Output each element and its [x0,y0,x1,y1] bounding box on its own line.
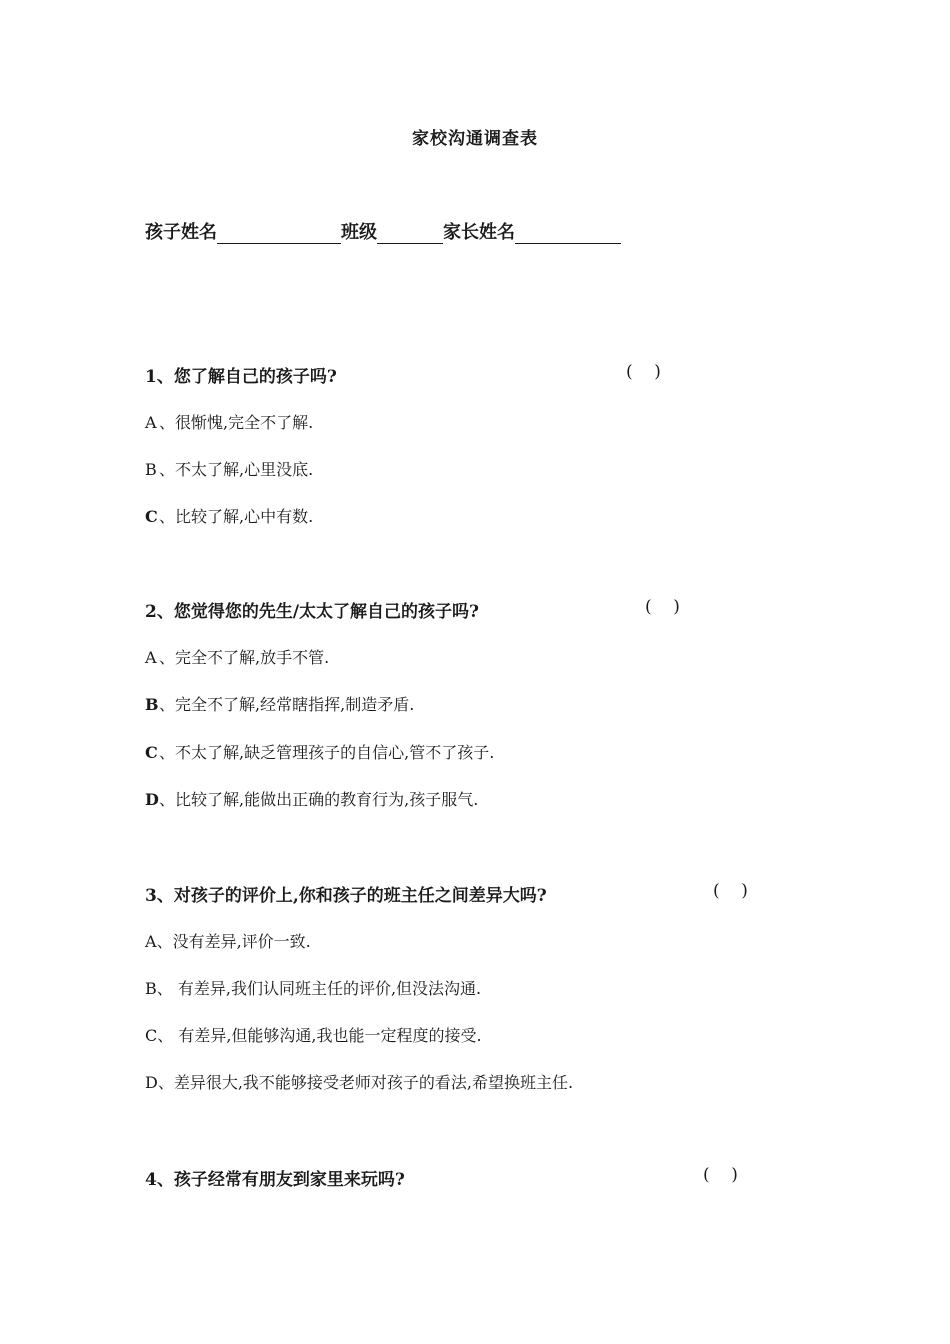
option-1a: A 、很惭愧,完全不了解. [145,413,314,432]
child-name-blank[interactable] [217,221,341,244]
option-3a: A、没有差异,评价一致. [145,932,311,951]
child-name-label: 孩子姓名 [145,222,217,243]
answer-paren-2[interactable]: ( ) [645,597,680,617]
option-1b: B 、不太了解,心里没底. [145,460,314,479]
answer-paren-1[interactable]: ( ) [626,362,661,382]
option-3c: C、 有差异,但能够沟通,我也能一定程度的接受. [145,1026,482,1045]
option-1c: C、比较了解,心中有数. [145,507,314,526]
class-label: 班级 [341,222,377,243]
document-title: 家校沟通调查表 [412,129,538,149]
option-2c: C、不太了解,缺乏管理孩子的自信心,管不了孩子. [145,743,495,762]
option-3d: D、差异很大,我不能够接受老师对孩子的看法,希望换班主任. [145,1073,574,1092]
option-2d: D、比较了解,能做出正确的教育行为,孩子服气. [145,790,479,809]
answer-paren-4[interactable]: ( ) [703,1165,738,1185]
question-4: 4、孩子经常有朋友到家里来玩吗? [145,1170,405,1190]
question-3: 3、对孩子的评价上,你和孩子的班主任之间差异大吗? [145,886,547,906]
option-3b: B、 有差异,我们认同班主任的评价,但没法沟通. [145,979,482,998]
question-2: 2、您觉得您的先生/太太了解自己的孩子吗? [145,602,479,622]
option-2a: A 、完全不了解,放手不管. [145,648,330,667]
parent-name-blank[interactable] [515,221,621,244]
question-1: 1、您了解自己的孩子吗? [145,367,337,387]
option-2b: B、完全不了解,经常瞎指挥,制造矛盾. [145,695,415,714]
answer-paren-3[interactable]: ( ) [713,881,748,901]
info-line [145,218,621,244]
class-blank[interactable] [377,221,443,244]
parent-name-label: 家长姓名 [443,222,515,243]
